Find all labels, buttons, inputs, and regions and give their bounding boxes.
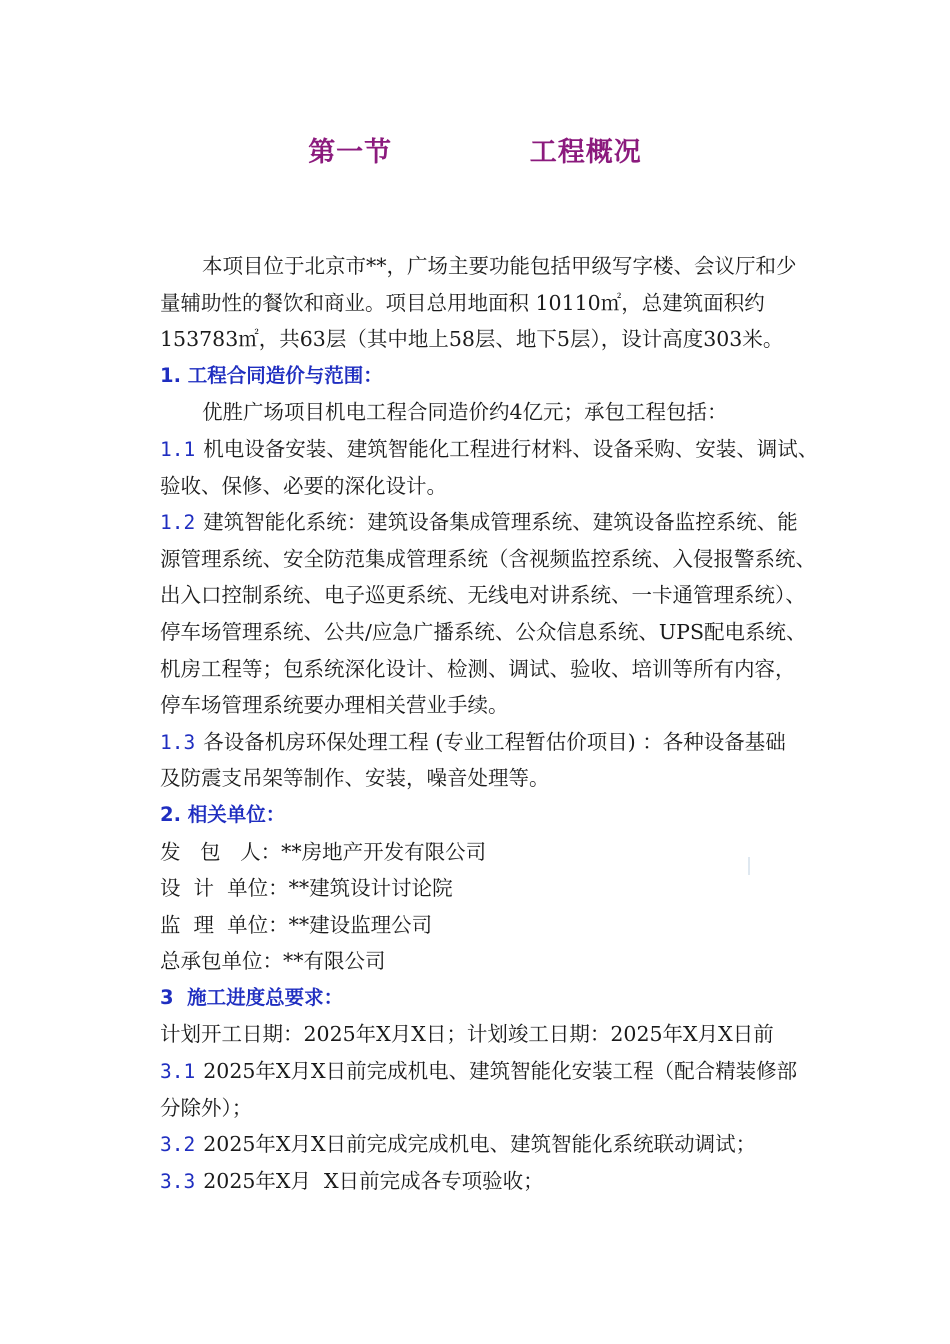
unit-general-contractor: 总承包单位：**有限公司 (160, 949, 386, 974)
item-text: 建筑智能化系统：建筑设备集成管理系统、建筑设备监控系统、能 (203, 510, 798, 535)
item-1-2-continued: 源管理系统、安全防范集成管理系统（含视频监控系统、入侵报警系统、 (160, 546, 816, 571)
document-body (160, 248, 880, 1199)
section-1-lead: 优胜广场项目机电工程合同造价约4亿元；承包工程包括： (202, 400, 728, 425)
schedule-plan: 计划开工日期：2025年X月X日；计划竣工日期：2025年X月X日前 (160, 1022, 774, 1047)
item-number: 3.1 (160, 1060, 196, 1084)
intro-line: 本项目位于北京市**，广场主要功能包括甲级写字楼、会议厅和少 (202, 254, 797, 278)
intro-line: 量辅助性的餐饮和商业。项目总用地面积 10110㎡，总建筑面积约 (160, 290, 765, 315)
item-1-2-continued: 机房工程等；包系统深化设计、检测、调试、验收、培训等所有内容， (160, 656, 796, 681)
item-3-1-continued: 分除外）； (160, 1095, 253, 1120)
item-number: 1.2 (160, 511, 196, 535)
item-number: 3.2 (160, 1133, 196, 1157)
item-1-3-continued: 及防震支吊架等制作、安装，噪音处理等。 (160, 766, 550, 791)
item-1-1-continued: 验收、保修、必要的深化设计。 (160, 473, 447, 498)
section-2-heading: 2. 相关单位： (160, 802, 286, 826)
unit-supervisor: 监 理 单位：**建设监理公司 (160, 912, 433, 937)
section-3-heading: 3 施工进度总要求： (160, 985, 344, 1009)
item-1-2-continued: 出入口控制系统、电子巡更系统、无线电对讲系统、一卡通管理系统）、 (160, 583, 806, 608)
item-text: 2025年X月X日前完成完成机电、建筑智能化系统联动调试； (203, 1132, 757, 1157)
page-title: 第一节 工程概况 (308, 137, 642, 168)
item-3-2 (160, 1126, 880, 1163)
item-3-1 (160, 1053, 880, 1090)
item-1-3 (160, 724, 880, 761)
section-1-heading: 1. 工程合同造价与范围： (160, 363, 383, 387)
item-number: 1.1 (160, 437, 196, 461)
unit-designer: 设 计 单位：**建筑设计讨论院 (160, 876, 453, 901)
item-1-2 (160, 504, 880, 541)
item-text: 2025年X月X日前完成机电、建筑智能化安装工程（配合精装修部 (203, 1059, 798, 1084)
unit-owner: 发 包 人：**房地产开发有限公司 (160, 839, 487, 864)
item-1-2-continued: 停车场管理系统、公共/应急广播系统、公众信息系统、UPS配电系统、 (160, 619, 807, 644)
intro-line: 153783㎡，共63层（其中地上58层、地下5层），设计高度303米。 (160, 327, 784, 352)
item-number: 3.3 (160, 1169, 196, 1193)
item-number: 1.3 (160, 730, 196, 754)
item-text: 机电设备安装、建筑智能化工程进行材料、设备采购、安装、调试、 (203, 436, 819, 461)
item-1-2-continued: 停车场管理系统要办理相关营业手续。 (160, 693, 509, 718)
item-text: 各设备机房环保处理工程 (专业工程暂估价项目) ：各种设备基础 (203, 729, 786, 754)
scan-mark (748, 857, 750, 875)
item-1-1 (160, 431, 880, 468)
item-text: 2025年X月 X日前完成各专项验收； (203, 1168, 544, 1193)
item-3-3 (160, 1163, 880, 1200)
